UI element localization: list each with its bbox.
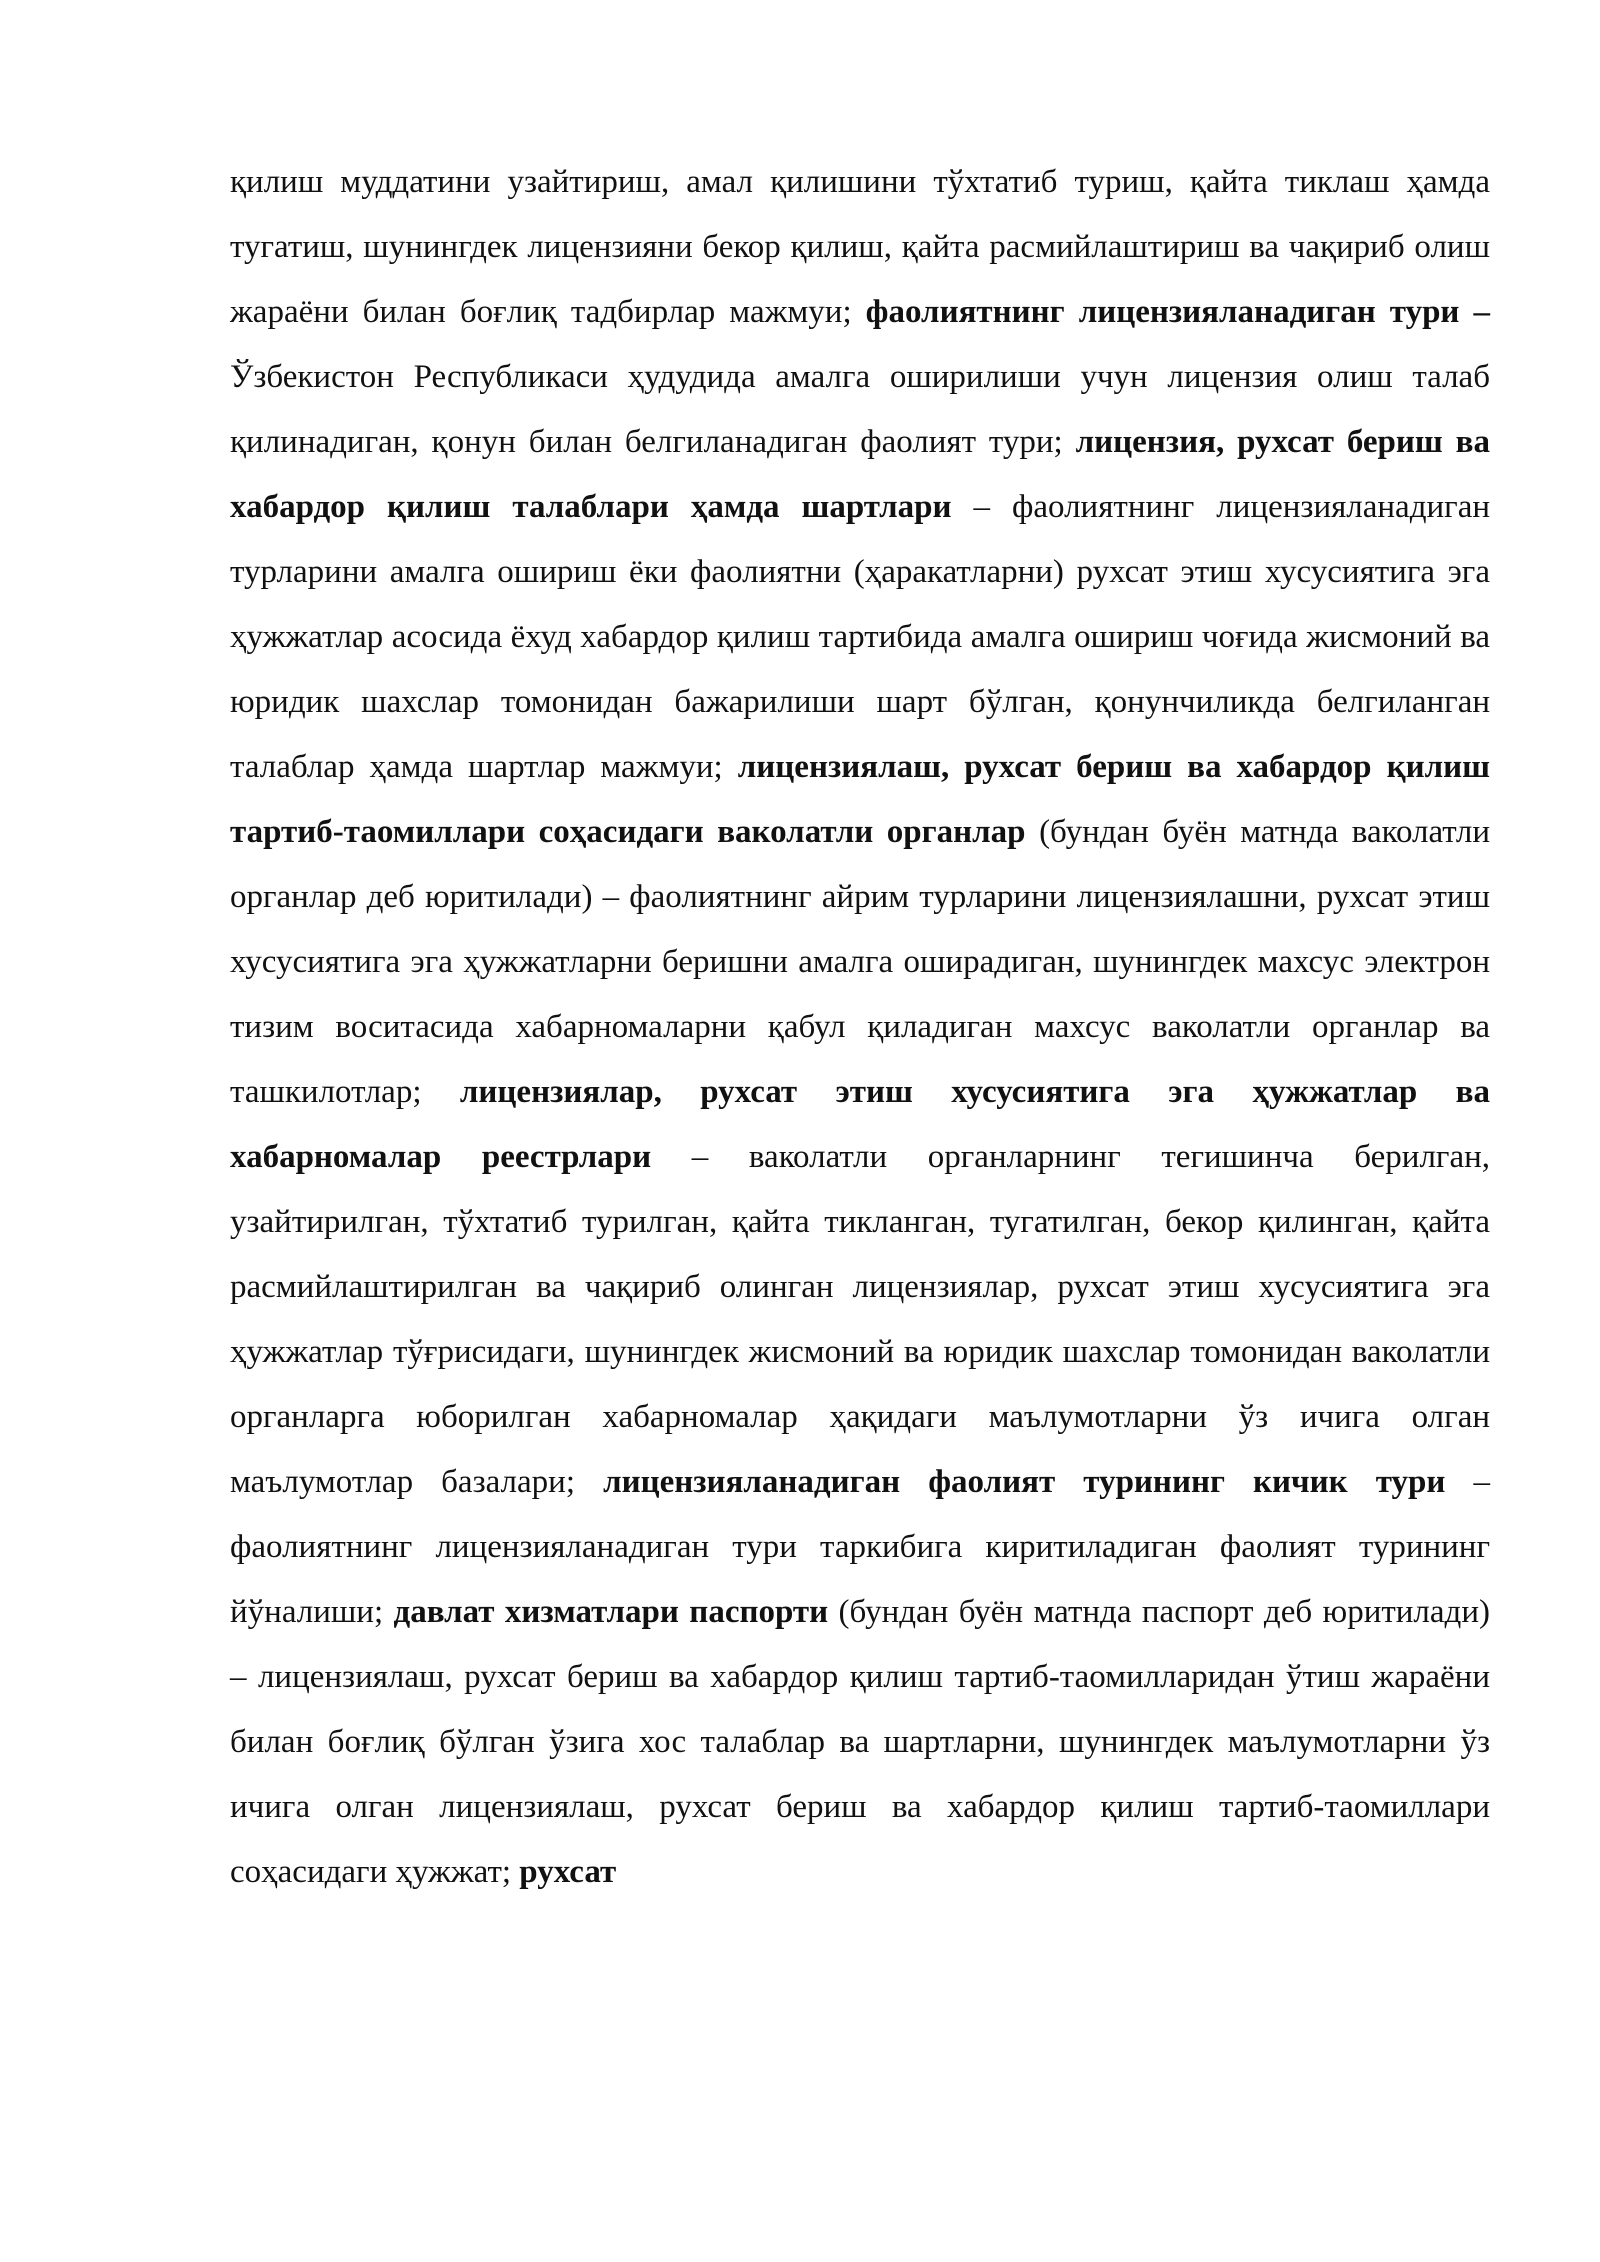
text-segment: (бундан буён матнда паспорт деб юритилади) – лицензиялаш, рухсат бериш ва хабардор қилиш тартиб-таомилларидан ўтиш жараёни билан боғлиқ бўлган ўзига хос талаблар ва шартларни, шунингдек маълумотларни ўз ичига олган лицензиялаш, рухсат бериш ва хабардор қилиш тартиб-таомиллари соҳасидаги ҳужжат; <box>230 1594 1490 1890</box>
defined-term: лицензиялар, рухсат этиш хусусиятига эга ҳужжатлар ва хабарномалар реестрлари <box>230 1074 1490 1175</box>
text-segment: – фаолиятнинг лицензияланадиган турларини амалга ошириш ёки фаолиятни (ҳаракатларни) рухсат этиш хусусиятига эга ҳужжатлар асосида ёхуд хабардор қилиш тартибида амалга ошириш чоғида жисмоний ва юридик шахслар томонидан бажарилиши шарт бўлган, қонунчиликда белгиланган талаблар ҳамда шартлар мажмуи; <box>230 489 1490 785</box>
text-segment: – ваколатли органларнинг тегишинча берилган, узайтирилган, тўхтатиб турилган, қайта тикланган, тугатилган, бекор қилинган, қайта расмийлаштирилган ва чақириб олинган лицензиялар, рухсат этиш хусусиятига эга ҳужжатлар тўғрисидаги, шунингдек жисмоний ва юридик шахслар томонидан ваколатли органларга юборилган хабарномалар ҳақидаги маълумотларни ўз ичига олган маълумотлар базалари; <box>230 1139 1490 1500</box>
defined-term: лицензия, рухсат бериш ва хабардор қилиш талаблари ҳамда шартлари <box>230 424 1490 525</box>
defined-term: рухсат <box>519 1854 617 1890</box>
document-page <box>230 150 1490 1905</box>
text-segment: (бундан буён матнда ваколатли органлар деб юритилади) – фаолиятнинг айрим турларини лицензиялашни, рухсат этиш хусусиятига эга ҳужжатларни беришни амалга оширадиган, шунингдек махсус электрон тизим воситасида хабарномаларни қабул қиладиган махсус ваколатли органлар ва ташкилотлар; <box>230 814 1490 1110</box>
text-segment: Ўзбекистон Республикаси ҳудудида амалга оширилиши учун лицензия олиш талаб қилинадиган, қонун билан белгиланадиган фаолият тури; <box>230 359 1490 460</box>
defined-term: давлат хизматлари паспорти <box>393 1594 829 1630</box>
text-segment: – фаолиятнинг лицензияланадиган тури таркибига киритиладиган фаолият турининг йўналиши; <box>230 1464 1490 1630</box>
defined-term: фаолиятнинг лицензияланадиган тури – <box>865 294 1490 330</box>
text-segment: қилиш муддатини узайтириш, амал қилишини тўхтатиб туриш, қайта тиклаш ҳамда тугатиш, шунингдек лицензияни бекор қилиш, қайта расмийлаштириш ва чақириб олиш жараёни билан боғлиқ тадбирлар мажмуи; <box>230 164 1490 330</box>
document-paragraph <box>230 150 1490 1905</box>
defined-term: лицензияланадиган фаолият турининг кичик тури <box>603 1464 1446 1500</box>
defined-term: лицензиялаш, рухсат бериш ва хабардор қилиш тартиб-таомиллари соҳасидаги ваколатли органлар <box>230 749 1490 850</box>
